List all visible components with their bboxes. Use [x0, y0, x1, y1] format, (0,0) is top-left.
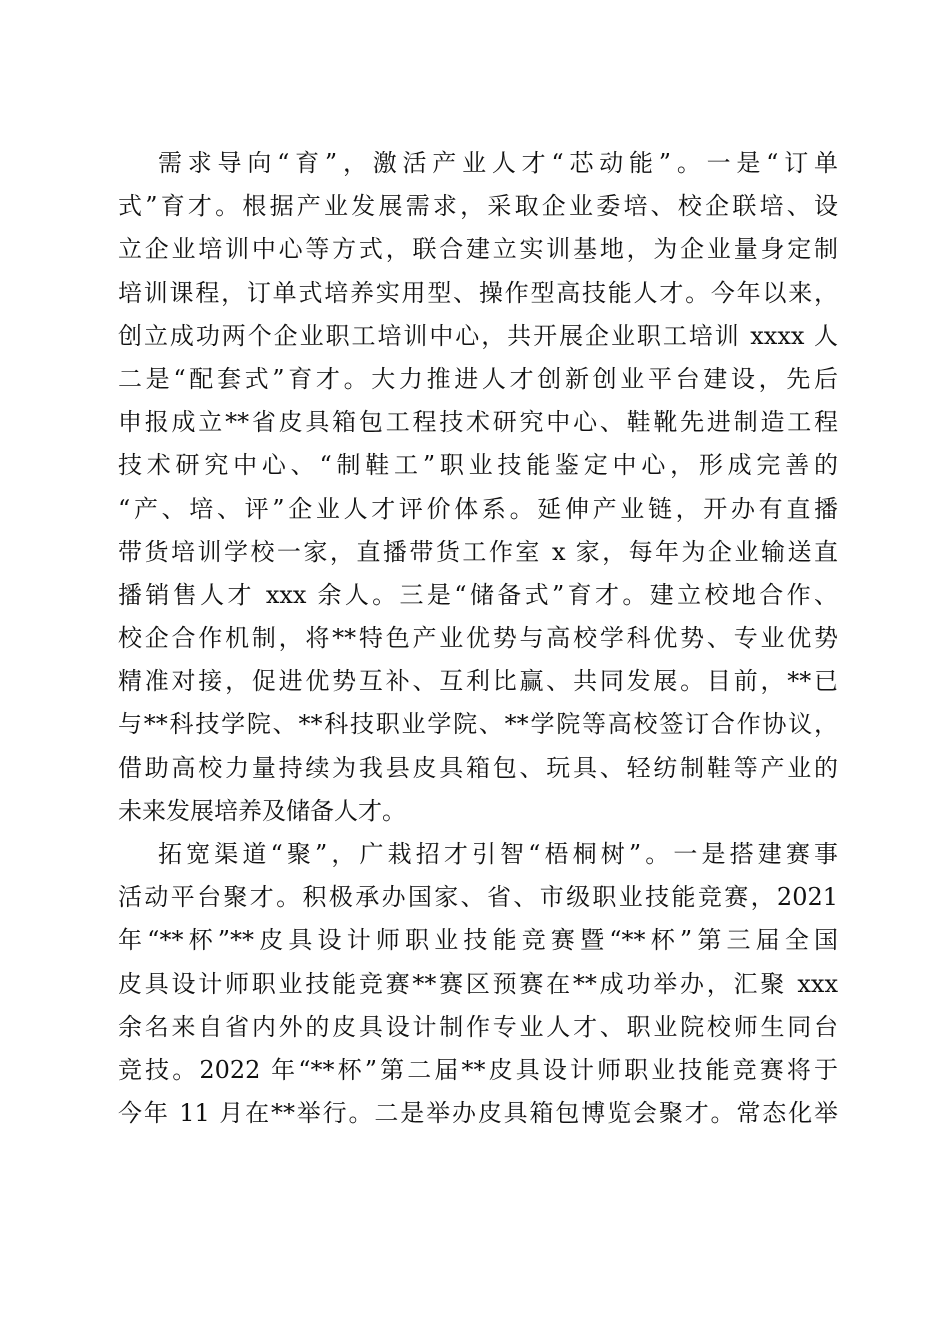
text-line: 与**科技学院、**科技职业学院、**学院等高校签订合作协议， — [118, 710, 838, 739]
text-line: 年“**杯”**皮具设计师职业技能竞赛暨“**杯”第三届全国 — [118, 926, 838, 955]
text-line: 申报成立**省皮具箱包工程技术研究中心、鞋靴先进制造工程 — [118, 408, 838, 437]
text-line: 活动平台聚才。积极承办国家、省、市级职业技能竞赛，2021 — [118, 883, 838, 912]
text-line: 需求导向“育”，激活产业人才“芯动能”。一是“订单 — [158, 149, 838, 177]
text-line: 拓宽渠道“聚”，广栽招才引智“梧桐树”。一是搭建赛事 — [158, 840, 838, 868]
text-line: 借助高校力量持续为我县皮具箱包、玩具、轻纺制鞋等产业的 — [118, 753, 838, 782]
text-line: 皮具设计师职业技能竞赛**赛区预赛在**成功举办，汇聚 xxx — [118, 969, 838, 998]
text-line: 今年 11 月在**举行。二是举办皮具箱包博览会聚才。常态化举 — [118, 1099, 838, 1128]
text-line: 未来发展培养及储备人才。 — [118, 796, 406, 825]
text-line: 培训课程，订单式培养实用型、操作型高技能人才。今年以来， — [118, 278, 838, 307]
text-line: 播销售人才 xxx 余人。三是“储备式”育才。建立校地合作、 — [118, 580, 838, 609]
text-line: 余名来自省内外的皮具设计制作专业人才、职业院校师生同台 — [118, 1012, 838, 1041]
text-line: 立企业培训中心等方式，联合建立实训基地，为企业量身定制 — [118, 235, 838, 264]
text-line: 竞技。2022 年“**杯”第二届**皮具设计师职业技能竞赛将于 — [118, 1055, 838, 1084]
text-line: 创立成功两个企业职工培训中心，共开展企业职工培训 xxxx 人 — [118, 321, 838, 350]
paragraph-talent-cultivation — [118, 142, 838, 833]
text-line: 校企合作机制，将**特色产业优势与高校学科优势、专业优势 — [118, 624, 838, 653]
text-line: 二是“配套式”育才。大力推进人才创新创业平台建设，先后 — [118, 364, 838, 393]
text-line: 技术研究中心、“制鞋工”职业技能鉴定中心，形成完善的 — [118, 451, 838, 480]
text-line: 带货培训学校一家，直播带货工作室 x 家，每年为企业输送直 — [118, 537, 838, 566]
paragraph-talent-attraction — [118, 833, 838, 1135]
text-line: 精准对接，促进优势互补、互利比赢、共同发展。目前，**已 — [118, 667, 838, 696]
text-line: 式”育才。根据产业发展需求，采取企业委培、校企联培、设 — [118, 192, 838, 221]
text-line: “产、培、评”企业人才评价体系。延伸产业链，开办有直播 — [118, 494, 838, 523]
